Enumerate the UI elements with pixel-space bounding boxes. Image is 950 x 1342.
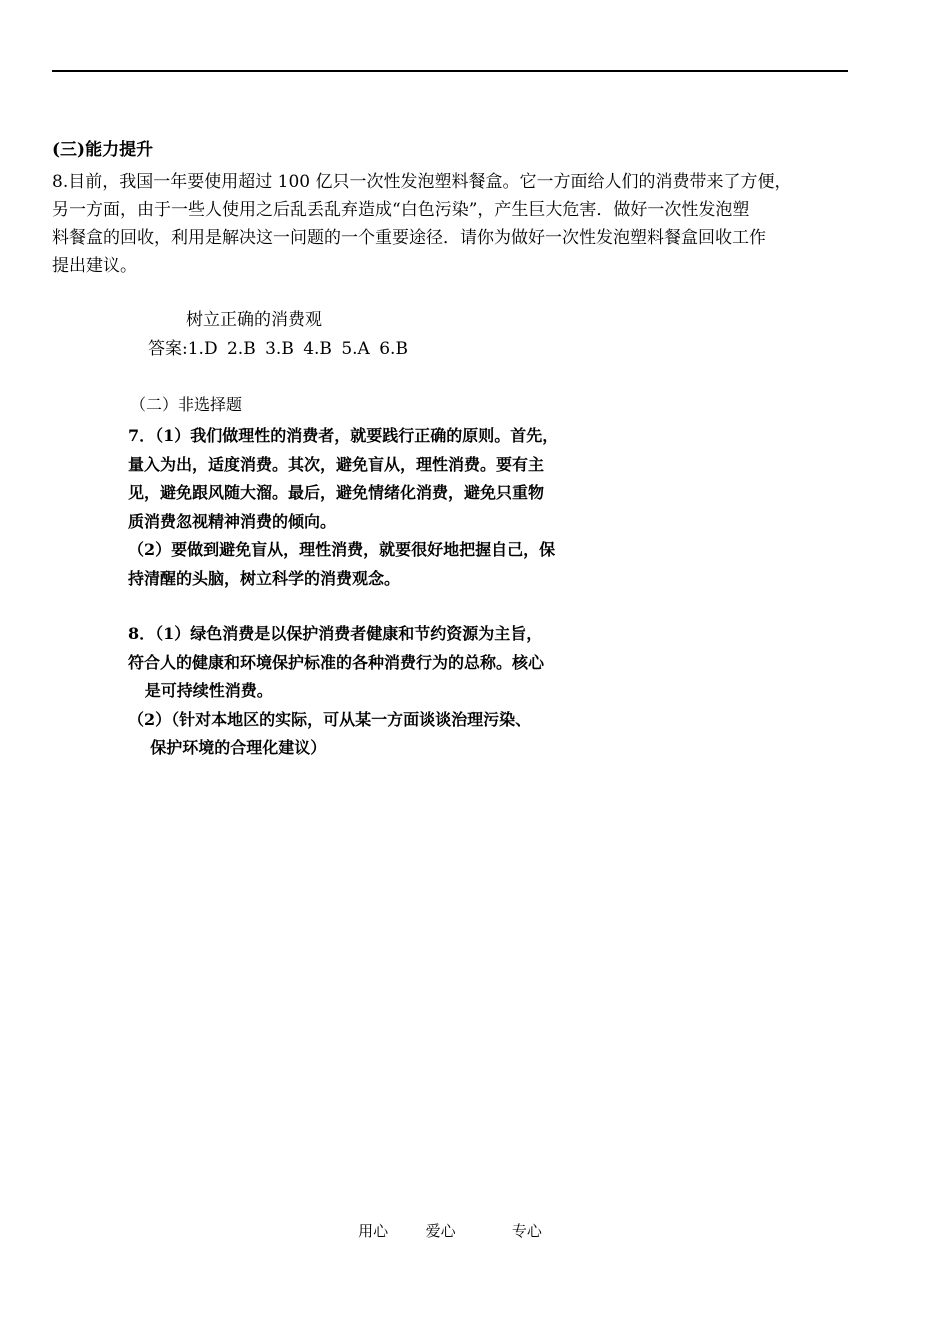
answer-8-line: 保护环境的合理化建议）	[128, 738, 327, 757]
answer-7-line: 7．（1）我们做理性的消费者，就要践行正确的原则。首先，	[128, 426, 559, 445]
answer-8-line: 8．（1）绿色消费是以保护消费者健康和节约资源为主旨，	[128, 624, 543, 643]
answer-7-line: 量入为出，适度消费。其次，避免盲从，理性消费。要有主	[128, 454, 545, 474]
section-heading: (三)能力提升	[52, 140, 154, 160]
answer-7-line: 持清醒的头脑，树立科学的消费观念。	[128, 568, 401, 588]
answer-8	[128, 620, 668, 763]
question-8-line: 提出建议。	[52, 256, 137, 276]
answer-8-line: 符合人的健康和环境保护标准的各种消费行为的总称。核心	[128, 652, 545, 672]
page-footer: 用心 爱心 专心	[358, 1222, 542, 1240]
answer-7-line: 见，避免跟风随大溜。最后，避免情绪化消费，避免只重物	[128, 483, 545, 502]
header-rule	[52, 70, 848, 72]
choice-answers: 答案:1.D 2.B 3.B 4.B 5.A 6.B	[148, 339, 408, 359]
question-8-line: 另一方面，由于一些人使用之后乱丢乱弃造成“白色污染”，产生巨大危害．做好一次性发泡塑	[52, 200, 750, 220]
question-8-line: 8.目前，我国一年要使用超过 100 亿只一次性发泡塑料餐盒。它一方面给人们的消费带来了方便，	[52, 172, 792, 192]
answer-8-line: 是可持续性消费。	[128, 681, 273, 700]
answer-7-line: （2）要做到避免盲从，理性消费，就要很好地把握自己，保	[128, 540, 556, 559]
answer-7-line: 质消费忽视精神消费的倾向。	[128, 511, 337, 531]
question-8	[52, 168, 852, 280]
lesson-title: 树立正确的消费观	[186, 310, 322, 330]
answer-8-line: （2）（针对本地区的实际，可从某一方面谈谈治理污染、	[128, 709, 532, 729]
nonchoice-heading: （二）非选择题	[130, 395, 243, 414]
answer-7	[128, 422, 668, 593]
question-8-line: 料餐盒的回收，利用是解决这一问题的一个重要途径．请你为做好一次性发泡塑料餐盒回收工作	[52, 228, 766, 248]
